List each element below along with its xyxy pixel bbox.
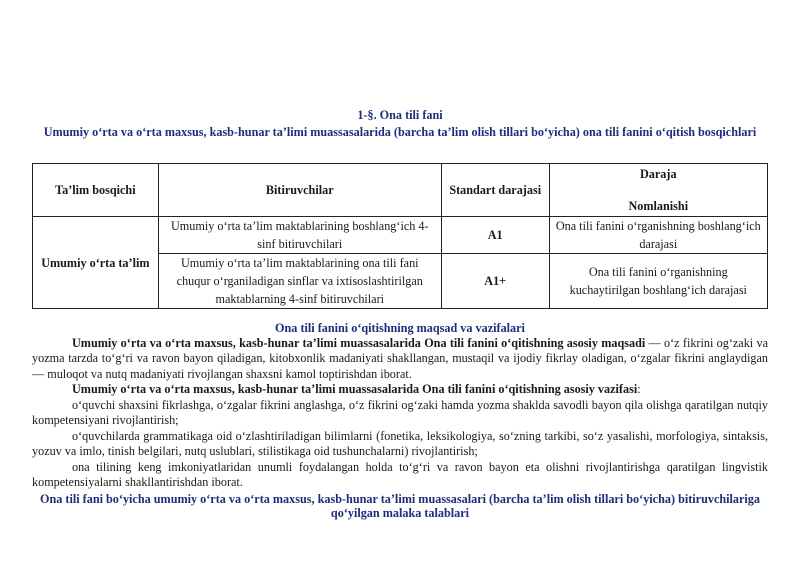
section-subtitle: Umumiy o‘rta va o‘rta maxsus, kasb-hunar ta’limi muassasalarida (barcha ta’lim olish tillari bo‘yicha) ona tili fanini o‘qitish bosqichlari — [43, 124, 757, 139]
goals-paragraph-main-task — [32, 382, 768, 398]
main-task-colon: : — [637, 382, 641, 396]
header-level-name: Nomlanishi — [628, 199, 689, 213]
header-stage: Ta’lim bosqichi — [33, 164, 159, 217]
qualification-requirements-title: Ona tili fani bo‘yicha umumiy o‘rta va o‘rta maxsus, kasb-hunar ta’limi muassasalari (barcha ta’lim olish tillari bo‘yicha) bitiruvchilariga qo‘yilgan malaka talablari — [40, 491, 760, 520]
document-page — [32, 108, 768, 521]
goals-title: Ona tili fanini o‘qitishning maqsad va vazifalari — [275, 321, 525, 335]
header-level-top: Daraja — [640, 167, 677, 181]
task-item-linguistic-competence: ona tilining keng imkoniyatlaridan unumli foydalangan holda to‘g‘ri va ravon bayon eta olishni rivojlantirishga qaratilgan lingvistik kompetensiyalarni shakllantirishdan iborat. — [32, 459, 768, 489]
table-header-row — [33, 164, 768, 217]
education-stages-table — [32, 163, 768, 309]
stage-name-cell: Umumiy o‘rta ta’lim — [33, 217, 159, 309]
section-number-title: 1-§. Ona tili fani — [357, 108, 443, 122]
header-graduates: Bitiruvchilar — [158, 164, 441, 217]
header-standard-level: Standart darajasi — [441, 164, 549, 217]
main-goal-text: — o‘z fikrini og‘zaki va yozma tarzda to‘g‘ri va ravon bayon qiladigan, kitobxonlik madaniyati shakllangan, mustaqil va ijodiy fikrlay oladigan, o‘zgalar fikrini anglaydigan — muloqot va nutq madaniyati rivojlangan shaxsni kamol toptirishdan iborat. — [32, 335, 768, 381]
level-name-cell: Ona tili fanini o‘rganishning boshlang‘ich darajasi — [549, 217, 767, 254]
standard-cell: A1+ — [441, 254, 549, 309]
main-goal-lead: Umumiy o‘rta va o‘rta maxsus, kasb-hunar ta’limi muassasalarida Ona tili fanini o‘qitishning asosiy maqsadi — [72, 335, 646, 350]
graduates-cell: Umumiy o‘rta ta’lim maktablarining boshlang‘ich 4-sinf bitiruvchilari — [158, 217, 441, 254]
header-level — [549, 164, 767, 217]
main-task-lead: Umumiy o‘rta va o‘rta maxsus, kasb-hunar ta’limi muassasalarida Ona tili fanini o‘qitishning asosiy vazifasi — [72, 382, 638, 396]
goals-paragraph-main-goal — [32, 336, 768, 383]
level-name-cell: Ona tili fanini o‘rganishning kuchaytirilgan boshlang‘ich darajasi — [549, 254, 767, 309]
task-item-grammar-knowledge: o‘quvchilarda grammatikaga oid o‘zlashtiriladigan bilimlarni (fonetika, leksikologiya, so‘zning tarkibi, so‘z yasalishi, morfologiya, sintaksis, yozuv va imlo, tinish belgilari, nutq uslublari, stilistikaga oid tushunchalarni) rivojlantirish; — [32, 428, 768, 458]
standard-cell: A1 — [441, 217, 549, 254]
table-row — [33, 217, 768, 254]
task-item-speech-competence: o‘quvchi shaxsini fikrlashga, o‘zgalar fikrini anglashga, o‘z fikrini og‘zaki hamda yozma shaklda savodli bayon qila olishga qaratilgan nutqiy kompetensiyani rivojlantirish; — [32, 397, 768, 427]
graduates-cell: Umumiy o‘rta ta’lim maktablarining ona tili fani chuqur o‘rganiladigan sinflar va ixtisoslashtirilgan maktablarning 4-sinf bitiruvchilari — [158, 254, 441, 309]
